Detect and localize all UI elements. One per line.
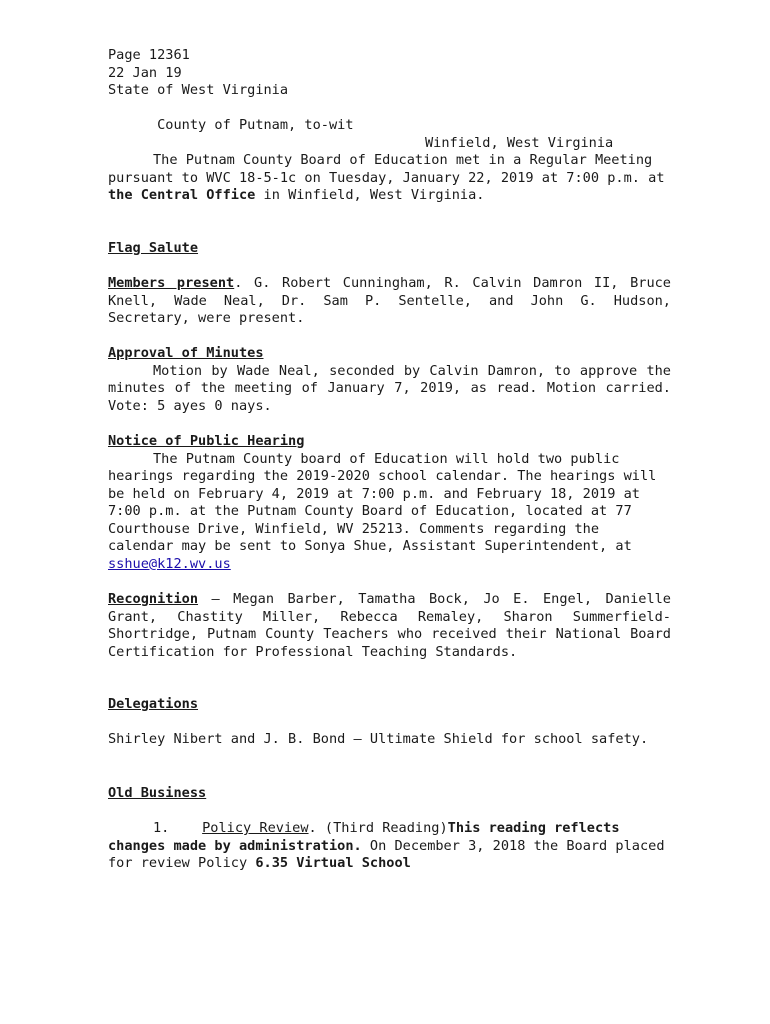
- intro-text-1: The Putnam County Board of Education met in a Regular Meeting pursuant to WVC 18-5-1c on Tuesday, January 22, 2019 at 7:00 p.m. at: [108, 152, 665, 186]
- minutes-text: Motion by Wade Neal, seconded by Calvin Damron, to approve the minutes of the meeting of January 7, 2019, as read. Motion carried. Vote: 5 ayes 0 nays.: [108, 362, 671, 414]
- item-bold-1: This reading reflects changes made by administration.: [108, 820, 620, 854]
- county-line: [108, 100, 668, 151]
- county-text: County of Putnam, to-wit: [157, 117, 354, 133]
- hearing-heading: Notice of Public Hearing: [108, 433, 305, 449]
- recognition-text: – Megan Barber, Tamatha Bock, Jo E. Engel, Danielle Grant, Chastity Miller, Rebecca Remaley, Sharon Summerfield-Shortridge, Putnam County Teachers who received their National Board Certification for Professional Teaching Standards.: [108, 591, 671, 660]
- recognition-section: [108, 591, 671, 661]
- item-bold-2: 6.35 Virtual School: [255, 855, 411, 871]
- old-business-section: [108, 785, 671, 873]
- delegations-heading: Delegations: [108, 696, 199, 712]
- old-business-heading: Old Business: [108, 785, 207, 801]
- recognition-heading: Recognition: [108, 591, 199, 607]
- delegations-text: Shirley Nibert and J. B. Bond – Ultimate Shield for school safety.: [108, 731, 649, 747]
- intro-location: the Central Office: [108, 187, 256, 203]
- minutes-section: [108, 345, 671, 415]
- item-number: 1.: [153, 820, 170, 836]
- flag-salute-section: [108, 240, 671, 258]
- members-text: . G. Robert Cunningham, R. Calvin Damron II, Bruce Knell, Wade Neal, Dr. Sam P. Sentelle, and John G. Hudson, Secretary, were present.: [108, 275, 671, 326]
- state-line: State of West Virginia: [108, 82, 289, 98]
- page-number: Page 12361: [108, 47, 190, 63]
- delegations-section: [108, 696, 671, 749]
- item-text-2: On December 3, 2018 the Board placed for review Policy: [108, 837, 665, 871]
- place-text: Winfield, West Virginia: [425, 134, 614, 151]
- intro-paragraph: [108, 152, 671, 205]
- item-text-1: . (Third Reading): [308, 820, 448, 836]
- item-title: Policy Review: [202, 820, 309, 836]
- minutes-heading: Approval of Minutes: [108, 345, 264, 361]
- document-header: [108, 47, 668, 151]
- intro-text-2: in Winfield, West Virginia.: [255, 187, 485, 203]
- flag-salute-heading: Flag Salute: [108, 240, 199, 256]
- old-business-item-1: [108, 820, 671, 873]
- hearing-section: [108, 433, 671, 573]
- email-link[interactable]: sshue@k12.wv.us: [108, 555, 231, 572]
- members-heading: Members present: [108, 275, 235, 291]
- hearing-text: The Putnam County board of Education will hold two public hearings regarding the 2019-2020 school calendar. The hearings will be held on February 4, 2019 at 7:00 p.m. and February 18, 2019 at 7:00 p.m. at the Putnam County Board of Education, located at 77 Courthouse Drive, Winfield, WV 25213. Comments regarding the calendar may be sent to Sonya Shue, Assistant Superintendent, at: [108, 450, 657, 554]
- members-section: [108, 275, 671, 328]
- meeting-date: 22 Jan 19: [108, 64, 182, 81]
